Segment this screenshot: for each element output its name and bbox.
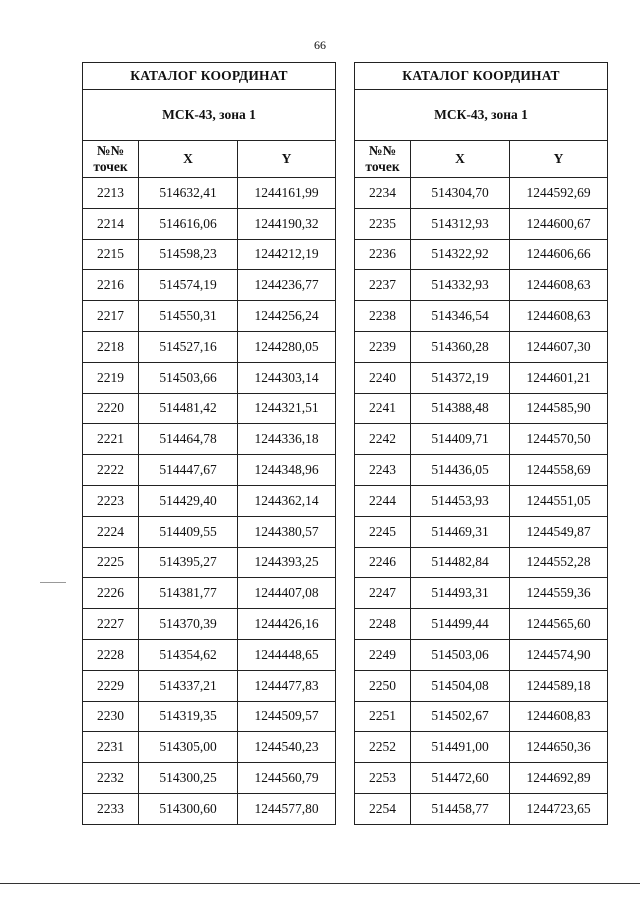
point-number-header-line1: №№ — [96, 143, 125, 158]
point-number-cell: 2250 — [355, 670, 411, 701]
x-coordinate-cell: 514616,06 — [139, 208, 238, 239]
table-row — [355, 485, 608, 516]
coordinate-rows — [83, 178, 336, 825]
y-coordinate-cell: 1244256,24 — [238, 301, 336, 332]
point-number-cell: 2234 — [355, 178, 411, 209]
point-number-cell: 2241 — [355, 393, 411, 424]
table-row — [83, 424, 336, 455]
table-row — [355, 424, 608, 455]
point-number-cell: 2244 — [355, 485, 411, 516]
point-number-cell: 2221 — [83, 424, 139, 455]
y-coordinate-cell: 1244321,51 — [238, 393, 336, 424]
y-coordinate-cell: 1244574,90 — [510, 639, 608, 670]
table-row — [83, 178, 336, 209]
table-row — [83, 701, 336, 732]
point-number-cell: 2233 — [83, 793, 139, 824]
y-column-header: Y — [238, 141, 336, 178]
table-row — [83, 362, 336, 393]
table-row — [355, 793, 608, 824]
point-number-cell: 2215 — [83, 239, 139, 270]
table-row — [355, 516, 608, 547]
x-coordinate-cell: 514632,41 — [139, 178, 238, 209]
x-coordinate-cell: 514354,62 — [139, 639, 238, 670]
y-coordinate-cell: 1244600,67 — [510, 208, 608, 239]
y-coordinate-cell: 1244552,28 — [510, 547, 608, 578]
x-coordinate-cell: 514504,08 — [411, 670, 510, 701]
x-coordinate-cell: 514491,00 — [411, 732, 510, 763]
point-number-cell: 2220 — [83, 393, 139, 424]
y-coordinate-cell: 1244236,77 — [238, 270, 336, 301]
table-row — [355, 547, 608, 578]
table-row — [83, 239, 336, 270]
point-number-cell: 2228 — [83, 639, 139, 670]
point-number-cell: 2223 — [83, 485, 139, 516]
x-coordinate-cell: 514409,71 — [411, 424, 510, 455]
x-coordinate-cell: 514381,77 — [139, 578, 238, 609]
x-coordinate-cell: 514300,60 — [139, 793, 238, 824]
table-row — [83, 393, 336, 424]
y-coordinate-cell: 1244540,23 — [238, 732, 336, 763]
point-number-cell: 2219 — [83, 362, 139, 393]
point-number-cell: 2238 — [355, 301, 411, 332]
y-coordinate-cell: 1244190,32 — [238, 208, 336, 239]
y-coordinate-cell: 1244585,90 — [510, 393, 608, 424]
point-number-cell: 2235 — [355, 208, 411, 239]
x-coordinate-cell: 514429,40 — [139, 485, 238, 516]
x-coordinate-cell: 514598,23 — [139, 239, 238, 270]
x-column-header: X — [411, 141, 510, 178]
table-row — [83, 732, 336, 763]
table-row — [83, 609, 336, 640]
point-number-header — [355, 141, 411, 178]
point-number-cell: 2213 — [83, 178, 139, 209]
y-coordinate-cell: 1244577,80 — [238, 793, 336, 824]
table-row — [355, 178, 608, 209]
point-number-cell: 2230 — [83, 701, 139, 732]
table-row — [83, 763, 336, 794]
point-number-cell: 2247 — [355, 578, 411, 609]
x-coordinate-cell: 514469,31 — [411, 516, 510, 547]
x-coordinate-cell: 514464,78 — [139, 424, 238, 455]
point-number-cell: 2217 — [83, 301, 139, 332]
y-coordinate-cell: 1244650,36 — [510, 732, 608, 763]
table-row — [355, 362, 608, 393]
x-coordinate-cell: 514493,31 — [411, 578, 510, 609]
table-row — [83, 670, 336, 701]
table-row — [355, 301, 608, 332]
table-row — [83, 331, 336, 362]
x-coordinate-cell: 514499,44 — [411, 609, 510, 640]
table-row — [83, 455, 336, 486]
table-row — [355, 239, 608, 270]
table-row — [83, 485, 336, 516]
point-number-cell: 2242 — [355, 424, 411, 455]
y-coordinate-cell: 1244426,16 — [238, 609, 336, 640]
y-coordinate-cell: 1244589,18 — [510, 670, 608, 701]
point-number-cell: 2240 — [355, 362, 411, 393]
x-coordinate-cell: 514305,00 — [139, 732, 238, 763]
point-number-cell: 2222 — [83, 455, 139, 486]
y-coordinate-cell: 1244608,63 — [510, 270, 608, 301]
x-coordinate-cell: 514503,06 — [411, 639, 510, 670]
x-coordinate-cell: 514360,28 — [411, 331, 510, 362]
y-coordinate-cell: 1244509,57 — [238, 701, 336, 732]
point-number-cell: 2239 — [355, 331, 411, 362]
x-coordinate-cell: 514346,54 — [411, 301, 510, 332]
point-number-cell: 2249 — [355, 639, 411, 670]
x-coordinate-cell: 514322,92 — [411, 239, 510, 270]
x-coordinate-cell: 514370,39 — [139, 609, 238, 640]
coordinate-system-zone: МСК-43, зона 1 — [83, 90, 336, 141]
y-coordinate-cell: 1244407,08 — [238, 578, 336, 609]
table-row — [83, 270, 336, 301]
x-coordinate-cell: 514502,67 — [411, 701, 510, 732]
y-coordinate-cell: 1244692,89 — [510, 763, 608, 794]
table-row — [355, 670, 608, 701]
x-coordinate-cell: 514472,60 — [411, 763, 510, 794]
y-coordinate-cell: 1244606,66 — [510, 239, 608, 270]
point-number-cell: 2252 — [355, 732, 411, 763]
y-coordinate-cell: 1244608,63 — [510, 301, 608, 332]
table-row — [83, 208, 336, 239]
table-row — [83, 793, 336, 824]
y-coordinate-cell: 1244161,99 — [238, 178, 336, 209]
table-row — [83, 516, 336, 547]
point-number-cell: 2246 — [355, 547, 411, 578]
y-coordinate-cell: 1244570,50 — [510, 424, 608, 455]
y-column-header: Y — [510, 141, 608, 178]
point-number-cell: 2248 — [355, 609, 411, 640]
page-bottom-rule — [0, 883, 640, 884]
point-number-cell: 2225 — [83, 547, 139, 578]
table-row — [355, 331, 608, 362]
y-coordinate-cell: 1244303,14 — [238, 362, 336, 393]
y-coordinate-cell: 1244558,69 — [510, 455, 608, 486]
x-coordinate-cell: 514482,84 — [411, 547, 510, 578]
y-coordinate-cell: 1244607,30 — [510, 331, 608, 362]
y-coordinate-cell: 1244380,57 — [238, 516, 336, 547]
point-number-cell: 2251 — [355, 701, 411, 732]
y-coordinate-cell: 1244336,18 — [238, 424, 336, 455]
point-number-cell: 2236 — [355, 239, 411, 270]
x-coordinate-cell: 514481,42 — [139, 393, 238, 424]
point-number-cell: 2253 — [355, 763, 411, 794]
point-number-cell: 2237 — [355, 270, 411, 301]
x-coordinate-cell: 514436,05 — [411, 455, 510, 486]
y-coordinate-cell: 1244393,25 — [238, 547, 336, 578]
x-coordinate-cell: 514409,55 — [139, 516, 238, 547]
table-row — [355, 208, 608, 239]
table-row — [355, 578, 608, 609]
y-coordinate-cell: 1244551,05 — [510, 485, 608, 516]
point-number-cell: 2216 — [83, 270, 139, 301]
point-number-cell: 2243 — [355, 455, 411, 486]
scan-mark — [40, 582, 66, 583]
y-coordinate-cell: 1244362,14 — [238, 485, 336, 516]
table-row — [355, 732, 608, 763]
x-coordinate-cell: 514447,67 — [139, 455, 238, 486]
table-row — [355, 455, 608, 486]
coordinate-rows — [355, 178, 608, 825]
point-number-cell: 2229 — [83, 670, 139, 701]
catalog-title: КАТАЛОГ КООРДИНАТ — [355, 63, 608, 90]
point-number-header-line1: №№ — [368, 143, 397, 158]
point-number-cell: 2214 — [83, 208, 139, 239]
y-coordinate-cell: 1244565,60 — [510, 609, 608, 640]
point-number-cell: 2231 — [83, 732, 139, 763]
y-coordinate-cell: 1244608,83 — [510, 701, 608, 732]
x-coordinate-cell: 514453,93 — [411, 485, 510, 516]
x-coordinate-cell: 514395,27 — [139, 547, 238, 578]
table-row — [355, 639, 608, 670]
point-number-cell: 2226 — [83, 578, 139, 609]
x-coordinate-cell: 514458,77 — [411, 793, 510, 824]
table-row — [83, 578, 336, 609]
y-coordinate-cell: 1244592,69 — [510, 178, 608, 209]
point-number-header — [83, 141, 139, 178]
y-coordinate-cell: 1244448,65 — [238, 639, 336, 670]
point-number-cell: 2227 — [83, 609, 139, 640]
y-coordinate-cell: 1244280,05 — [238, 331, 336, 362]
x-coordinate-cell: 514319,35 — [139, 701, 238, 732]
point-number-header-line2: точек — [365, 159, 400, 174]
x-coordinate-cell: 514300,25 — [139, 763, 238, 794]
x-coordinate-cell: 514550,31 — [139, 301, 238, 332]
y-coordinate-cell: 1244601,21 — [510, 362, 608, 393]
x-coordinate-cell: 514337,21 — [139, 670, 238, 701]
y-coordinate-cell: 1244477,83 — [238, 670, 336, 701]
x-column-header: X — [139, 141, 238, 178]
table-row — [355, 609, 608, 640]
catalog-title: КАТАЛОГ КООРДИНАТ — [83, 63, 336, 90]
table-row — [355, 763, 608, 794]
x-coordinate-cell: 514304,70 — [411, 178, 510, 209]
coordinate-catalog-left — [82, 62, 336, 825]
x-coordinate-cell: 514527,16 — [139, 331, 238, 362]
point-number-header-line2: точек — [93, 159, 128, 174]
y-coordinate-cell: 1244723,65 — [510, 793, 608, 824]
x-coordinate-cell: 514503,66 — [139, 362, 238, 393]
x-coordinate-cell: 514388,48 — [411, 393, 510, 424]
point-number-cell: 2245 — [355, 516, 411, 547]
y-coordinate-cell: 1244560,79 — [238, 763, 336, 794]
x-coordinate-cell: 514574,19 — [139, 270, 238, 301]
table-row — [355, 701, 608, 732]
table-row — [355, 270, 608, 301]
point-number-cell: 2218 — [83, 331, 139, 362]
point-number-cell: 2232 — [83, 763, 139, 794]
coordinate-system-zone: МСК-43, зона 1 — [355, 90, 608, 141]
coordinate-catalog-right — [354, 62, 608, 825]
x-coordinate-cell: 514312,93 — [411, 208, 510, 239]
point-number-cell: 2254 — [355, 793, 411, 824]
x-coordinate-cell: 514332,93 — [411, 270, 510, 301]
x-coordinate-cell: 514372,19 — [411, 362, 510, 393]
table-row — [83, 547, 336, 578]
table-row — [83, 301, 336, 332]
y-coordinate-cell: 1244348,96 — [238, 455, 336, 486]
table-row — [83, 639, 336, 670]
page-number: 66 — [314, 38, 326, 52]
y-coordinate-cell: 1244559,36 — [510, 578, 608, 609]
point-number-cell: 2224 — [83, 516, 139, 547]
y-coordinate-cell: 1244212,19 — [238, 239, 336, 270]
y-coordinate-cell: 1244549,87 — [510, 516, 608, 547]
table-row — [355, 393, 608, 424]
